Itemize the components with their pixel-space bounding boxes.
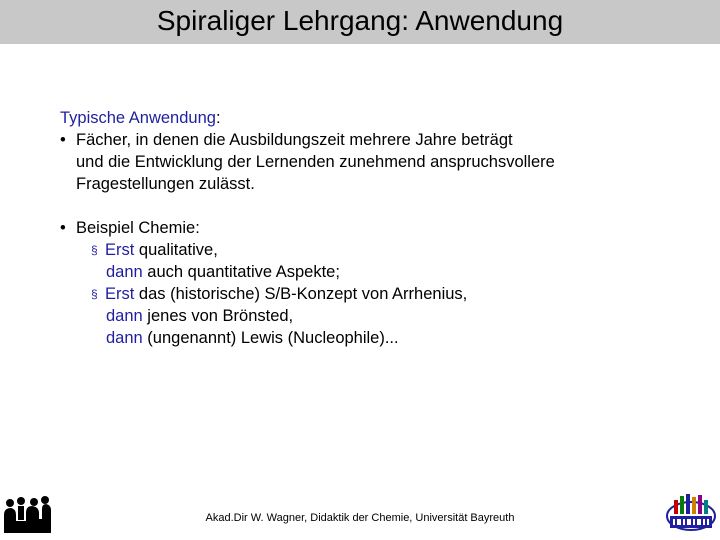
- bullet-text: Fächer, in denen die Ausbildungszeit mehrere Jahre beträgt: [76, 131, 513, 149]
- bullet-icon: •: [60, 131, 66, 149]
- title-bar: [0, 0, 720, 44]
- bullet-text: Beispiel Chemie:: [76, 219, 200, 237]
- sub-bullet-text: jenes von Brönsted,: [142, 307, 294, 325]
- sub-bullet-text: auch quantitative Aspekte;: [142, 263, 340, 281]
- bullet-item: [60, 129, 690, 151]
- section-heading: [60, 107, 690, 129]
- sub-bullet-text: qualitative,: [134, 241, 218, 259]
- heading-text: Typische Anwendung: [60, 109, 216, 127]
- sub-bullet-text: das (historische) S/B-Konzept von Arrhenius,: [134, 285, 468, 303]
- footer-text: Akad.Dir W. Wagner, Didaktik der Chemie, Universität Bayreuth: [205, 512, 515, 524]
- heading-colon: :: [215, 109, 221, 127]
- section-sign-icon: §: [91, 243, 98, 257]
- section-sign-icon: §: [91, 287, 98, 301]
- sub-bullet-item: [60, 239, 690, 261]
- sub-bullet-continued: [60, 305, 690, 327]
- slide-content: [60, 107, 690, 349]
- keyword: Erst: [105, 285, 135, 303]
- keyword: Erst: [105, 241, 135, 259]
- keyword: dann: [106, 263, 143, 281]
- keyword: dann: [106, 329, 143, 347]
- slide-title: Spiraliger Lehrgang: Anwendung: [156, 5, 564, 36]
- bullet-text-continued: Fragestellungen zulässt.: [76, 175, 255, 193]
- bullet-icon: •: [60, 219, 66, 237]
- sub-bullet-item: [60, 283, 690, 305]
- sub-bullet-text: (ungenannt) Lewis (Nucleophile)...: [142, 329, 399, 347]
- bullet-text-continued: und die Entwicklung der Lernenden zunehmend anspruchsvollere: [76, 153, 555, 171]
- sub-bullet-continued: [60, 261, 690, 283]
- didaktik-logo-icon: [664, 492, 718, 536]
- keyword: dann: [106, 307, 143, 325]
- sub-bullet-continued: [60, 327, 690, 349]
- bullet-item: [60, 217, 690, 239]
